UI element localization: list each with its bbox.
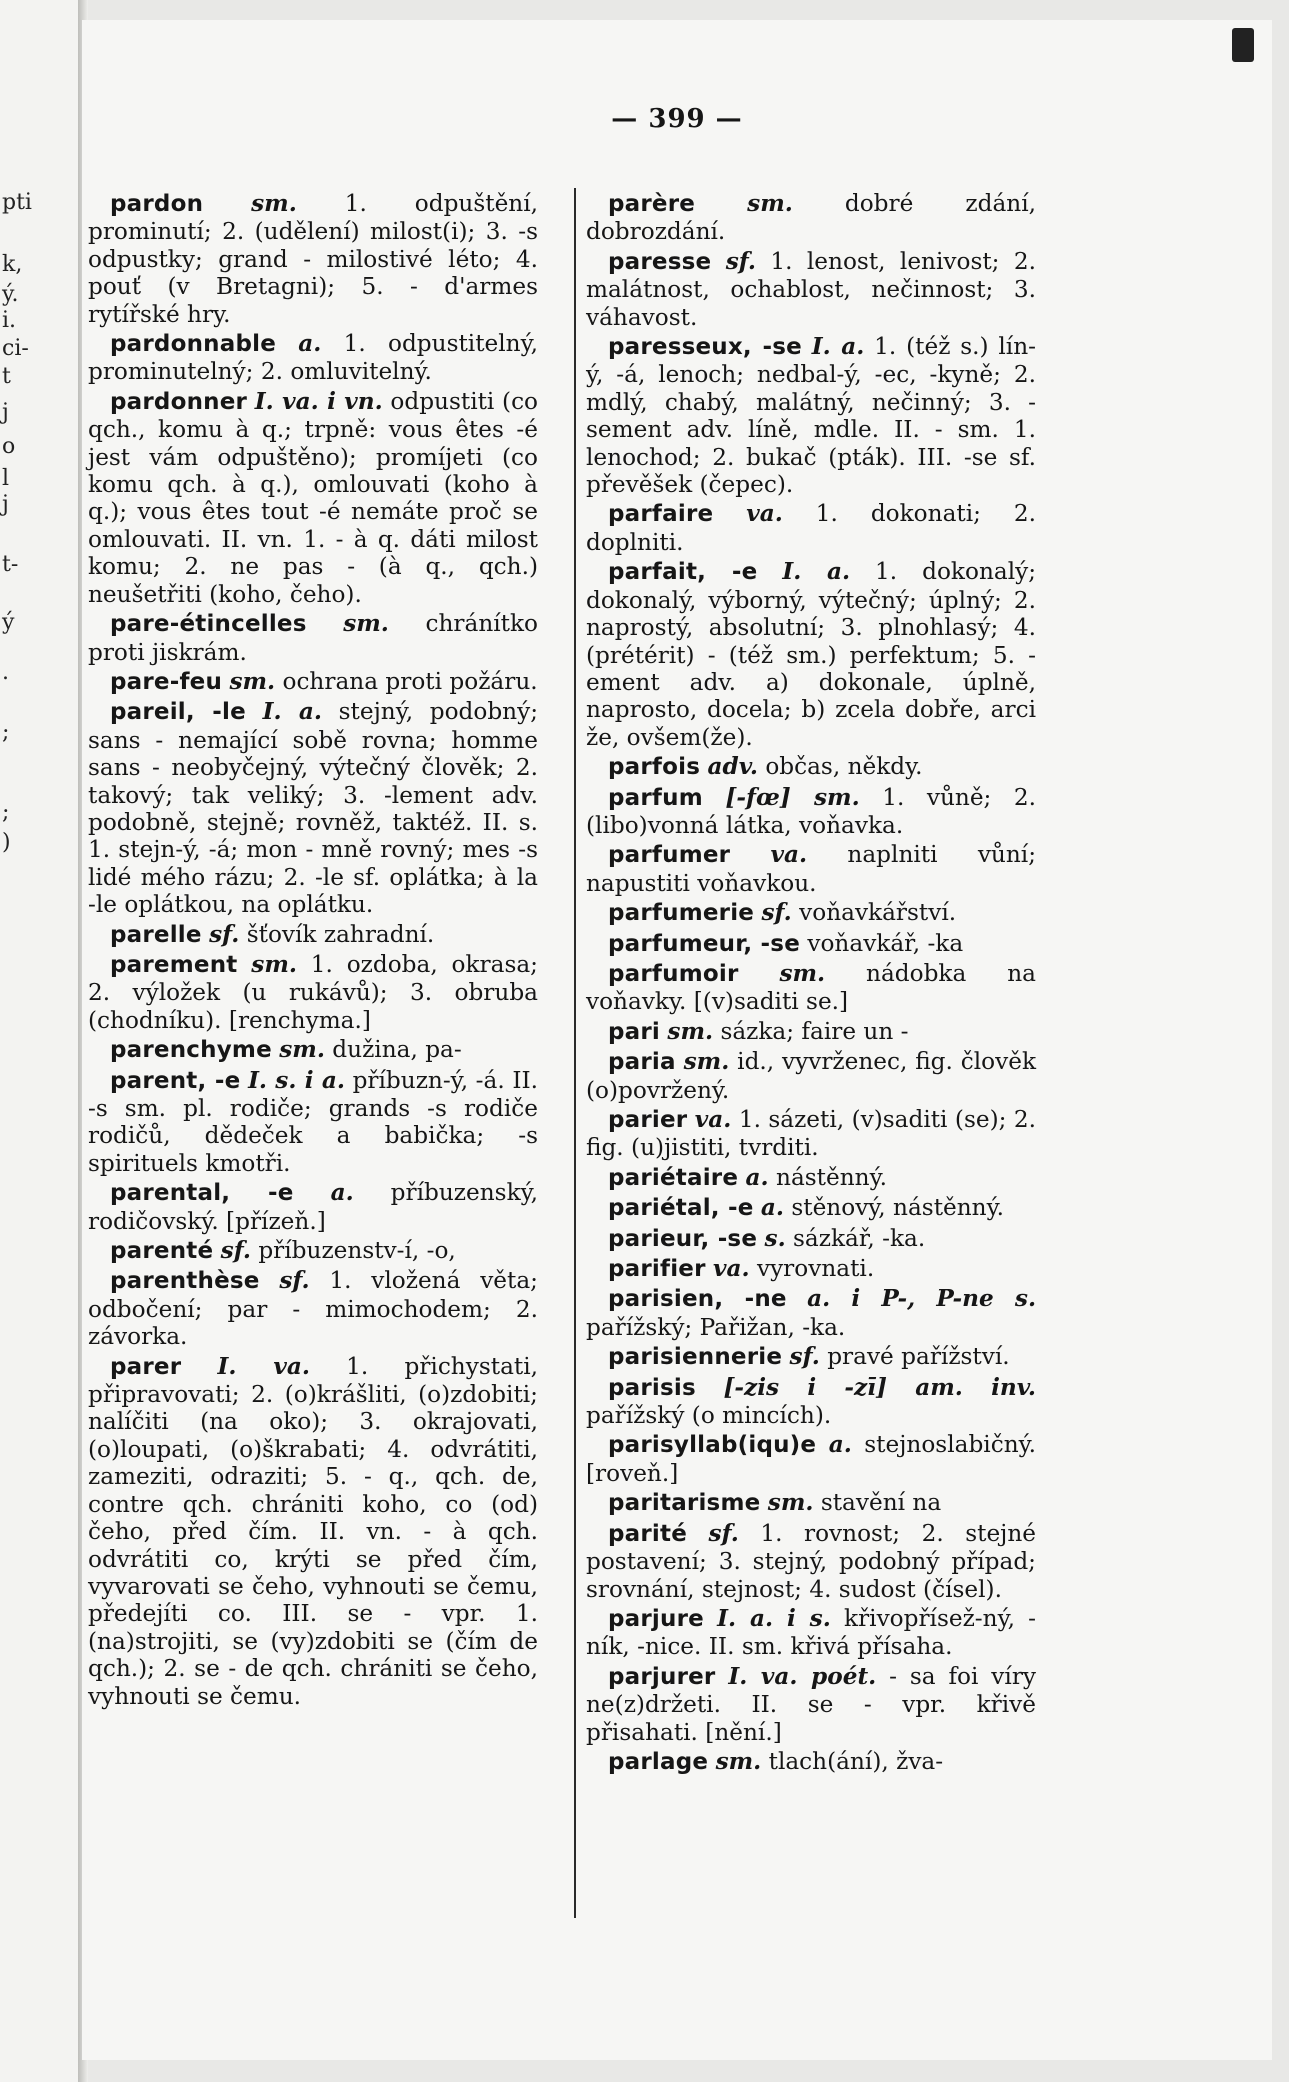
page-number: — 399 —: [611, 104, 743, 134]
entry-grammar: I. a.: [811, 333, 865, 361]
entry-headword: parfumerie: [608, 900, 755, 927]
entry-headword: pare-feu: [110, 668, 223, 695]
margin-fragment: k,: [2, 252, 23, 277]
entry-headword: parfaire: [608, 501, 714, 528]
margin-fragment: o: [2, 434, 16, 459]
entry-definition: 1. přichystati, připravovati; 2. (o)krášliti, (o)zdobiti; nalíčiti (na oko); 3. okrajovati, (o)loupati, (o)škrabati; 4. odvrátiti, zameziti, odraziti; 5. - q., qch. de, contre qch. chrániti koho, co (od) čeho, před čím. II. vn. - à qch. odvrátiti co, krýti se před čím, vyvarovati se čeho, vyhnouti se čemu, předejíti co. III. se - vpr. 1. (na)strojiti, se (vy)zdobiti se (čím de qch.); 2. se - de qch. chrániti se čeho, vyhnouti se čemu.: [88, 1352, 538, 1710]
entry-definition: dobré zdání, dobrozdání.: [586, 190, 1036, 246]
entry-definition: 1. dokonati; 2. doplniti.: [586, 500, 1037, 556]
entry-grammar: a.: [330, 1179, 354, 1207]
entry-headword: parenté: [110, 1238, 214, 1265]
entry-definition: křivopřísež-ný, -ník, -nice. II. sm. křivá přísaha.: [586, 1604, 1037, 1661]
margin-fragment: j: [2, 492, 9, 517]
margin-fragment: i.: [2, 308, 17, 333]
entry-definition: příbuzn-ý, -á. II. -s sm. pl. rodiče; grands -s rodiče rodičů, dědeček a babička; -s spirituels kmotři.: [88, 1066, 539, 1177]
dictionary-entry: [586, 558, 1036, 751]
entry-headword: parfait, -e: [608, 559, 758, 586]
entry-definition: 1. sázeti, (v)saditi (se); 2. fig. (u)jistiti, tvrditi.: [586, 1106, 1036, 1162]
entry-headword: paresse: [608, 248, 712, 275]
entry-headword: parent, -e: [110, 1067, 241, 1094]
dictionary-entry: [586, 1431, 1036, 1487]
entry-headword: parfumeur, -se: [608, 930, 800, 957]
entry-definition: - sa foi víry ne(z)držeti. II. se - vpr. křivě přisahati. [nění.]: [586, 1662, 1037, 1746]
margin-fragment: j: [2, 400, 9, 425]
entry-definition: 1. odpustitelný, prominutelný; 2. omluvitelný.: [88, 330, 538, 386]
entry-headword: parement: [110, 951, 238, 978]
dictionary-entry: [586, 1489, 1036, 1517]
entry-headword: parlage: [608, 1748, 709, 1775]
entry-headword: parisyllab(iqu)e: [608, 1432, 817, 1459]
entry-definition: stavění na: [820, 1489, 942, 1517]
entry-grammar: sf.: [708, 1519, 739, 1547]
entry-grammar: sm.: [667, 1017, 714, 1045]
margin-fragment: ci-: [2, 336, 29, 361]
entry-definition: sázka; faire un -: [720, 1017, 909, 1045]
dictionary-entry: [586, 1748, 1036, 1776]
dictionary-entry: [586, 960, 1036, 1016]
entry-headword: pariétaire: [608, 1164, 739, 1191]
margin-fragment: ý: [2, 610, 15, 635]
entry-headword: paresseux, -se: [608, 334, 802, 361]
entry-grammar: a.: [760, 1194, 784, 1222]
entry-grammar: va.: [713, 1255, 750, 1283]
entry-headword: parfum: [608, 784, 703, 811]
entry-grammar: I. s. i a.: [248, 1066, 345, 1094]
entry-grammar: sf.: [279, 1267, 310, 1295]
dictionary-entry: [586, 753, 1036, 781]
margin-fragment: t: [2, 364, 11, 389]
entry-definition: tlach(ání), žva-: [768, 1747, 944, 1775]
margin-fragment: .: [2, 660, 9, 685]
entry-headword: parité: [608, 1520, 688, 1547]
entry-headword: parieur, -se: [608, 1225, 758, 1252]
entry-grammar: [-fœ] sm.: [725, 783, 860, 811]
entry-grammar: sf.: [725, 247, 756, 275]
entry-definition: 1. odpuštění, prominutí; 2. (udělení) milost(i); 3. -s odpustky; grand - milostivé léto; 4. pouť (v Bretagni); 5. - d'armes rytířské hry.: [88, 190, 539, 328]
entry-definition: ochrana proti požáru.: [282, 667, 538, 695]
entry-grammar: a.: [828, 1431, 852, 1459]
entry-grammar: I. va. i vn.: [254, 387, 383, 415]
entry-definition: 1. dokonalý; dokonalý, výborný, výtečný; úplný; 2. naprostý, absolutní; 3. plnohlasý; 4. (prétérit) - (též sm.) perfektum; 5. -ement adv. a) dokonale, úplně, naprosto, docela; b) zcela dobře, arci že, ovšem(že).: [586, 558, 1037, 751]
entry-grammar: sm.: [251, 190, 297, 217]
entry-grammar: sm.: [251, 950, 297, 978]
dictionary-entry: [88, 388, 538, 608]
dictionary-entry: [586, 930, 1036, 958]
dictionary-entry: [88, 698, 538, 918]
entry-definition: šťovík zahradní.: [246, 920, 435, 948]
entry-headword: paritarisme: [608, 1490, 761, 1517]
entry-grammar: I. a.: [262, 698, 322, 726]
entry-headword: parère: [608, 191, 696, 217]
dictionary-entry: [88, 610, 538, 666]
dictionary-entry: [586, 784, 1036, 840]
margin-fragment: pti: [2, 190, 32, 215]
entry-grammar: a. i P-, P-ne s.: [807, 1285, 1037, 1313]
margin-fragment: l: [2, 466, 10, 491]
entry-headword: pariétal, -e: [608, 1195, 754, 1222]
entry-definition: 1. lenost, lenivost; 2. malátnost, ochablost, nečinnost; 3. váhavost.: [586, 247, 1036, 331]
entry-headword: parelle: [110, 921, 202, 948]
entry-grammar: va.: [770, 841, 808, 869]
entry-headword: parfumoir: [608, 960, 739, 987]
entry-headword: parental, -e: [110, 1180, 294, 1207]
column-divider: [574, 188, 576, 1918]
entry-grammar: adv.: [707, 753, 758, 781]
dictionary-entry: [586, 1106, 1036, 1162]
entry-headword: parjure: [608, 1605, 704, 1632]
dictionary-entry: [586, 1374, 1036, 1430]
margin-fragment: ;: [2, 720, 10, 745]
entry-definition: příbuzenstv-í, -o,: [258, 1237, 456, 1265]
entry-grammar: [-zis i -zī] am. inv.: [723, 1373, 1036, 1401]
dictionary-entry: [586, 1164, 1036, 1192]
entry-headword: pare-étincelles: [110, 611, 307, 638]
dictionary-entry: [88, 1179, 538, 1235]
entry-definition: pařížský (o mincích).: [586, 1402, 832, 1430]
entry-grammar: sf.: [761, 899, 792, 927]
dictionary-entry: [88, 1036, 538, 1064]
entry-definition: stejný, podobný; sans - nemající sobě rovna; homme sans - neobyčejný, výtečný člověk; 2. takový; tak veliký; 3. -lement adv. podobně, stejně; rovněž, taktéž. II. s. 1. stejn-ý, -á; mon - mně rovný; mes -s lidé mého rázu; 2. -le sf. oplátka; à la -le oplátkou, na oplátku.: [88, 698, 539, 919]
entry-grammar: a.: [298, 330, 322, 358]
dictionary-entry: [88, 1237, 538, 1265]
entry-definition: nádobka na voňavky. [(v)saditi se.]: [586, 959, 1036, 1016]
entry-headword: parer: [110, 1353, 182, 1380]
margin-fragment: ý.: [2, 282, 19, 307]
entry-definition: 1. (též s.) lín-ý, -á, lenoch; nedbal-ý, -ec, -kyně; 2. mdlý, chabý, malátný, nečinný; 3. -sement adv. líně, mdle. II. - sm. 1. lenochod; 2. bukač (pták). III. -se sf. převěšek (čepec).: [586, 333, 1036, 499]
entry-definition: voňavkářství.: [799, 899, 957, 927]
previous-page-strip: [0, 0, 80, 2082]
dictionary-entry: [586, 190, 1036, 246]
entry-grammar: sm.: [779, 959, 826, 987]
entry-grammar: sm.: [747, 190, 793, 217]
dictionary-page: [82, 20, 1272, 2060]
entry-grammar: I. va. poét.: [728, 1662, 877, 1690]
entry-definition: nástěnný.: [776, 1163, 887, 1191]
entry-definition: pařížský; Pařižan, -ka.: [586, 1313, 846, 1341]
entry-definition: příbuzenský, rodičovský. [přízeň.]: [88, 1179, 539, 1235]
entry-headword: parfois: [608, 754, 701, 781]
dictionary-entry: [586, 1225, 1036, 1253]
dictionary-entry: [88, 921, 538, 949]
dictionary-entry: [586, 899, 1036, 927]
entry-definition: občas, někdy.: [765, 753, 923, 781]
dictionary-entry: [586, 1663, 1036, 1746]
entry-headword: parenthèse: [110, 1268, 260, 1295]
entry-headword: pardonnable: [110, 331, 277, 358]
entry-grammar: sm.: [715, 1747, 762, 1775]
dictionary-entry: [586, 248, 1036, 331]
margin-fragment: ): [2, 830, 11, 855]
dictionary-entry: [586, 1194, 1036, 1222]
dictionary-entry: [586, 841, 1036, 897]
entry-definition: vyrovnati.: [756, 1255, 875, 1283]
entry-headword: parisis: [608, 1374, 696, 1401]
margin-fragment: ;: [2, 800, 10, 825]
entry-grammar: sm.: [683, 1048, 730, 1076]
entry-definition: sázkář, -ka.: [793, 1224, 926, 1252]
entry-definition: voňavkář, -ka: [807, 929, 964, 957]
entry-headword: paria: [608, 1049, 676, 1076]
margin-fragment: t-: [2, 552, 19, 577]
dictionary-entry: [586, 500, 1036, 556]
entry-headword: parenchyme: [110, 1037, 272, 1064]
dictionary-entry: [586, 1605, 1036, 1661]
dictionary-entry: [88, 1267, 538, 1350]
entry-headword: parjurer: [608, 1663, 716, 1690]
dictionary-entry: [586, 1285, 1036, 1341]
entry-headword: parifier: [608, 1256, 706, 1283]
dictionary-entry: [88, 330, 538, 386]
dictionary-entry: [88, 951, 538, 1034]
dictionary-entry: [88, 190, 538, 328]
entry-grammar: va.: [746, 500, 783, 528]
entry-grammar: sf.: [209, 920, 240, 948]
entry-definition: 1. rovnost; 2. stejné postavení; 3. stejný, podobný případ; srovnání, stejnost; 4. sudost (čísel).: [586, 1519, 1037, 1603]
entry-grammar: a.: [745, 1163, 769, 1191]
corner-mark: [1232, 28, 1254, 62]
entry-headword: parier: [608, 1107, 688, 1133]
entry-headword: pareil, -le: [110, 699, 246, 726]
dictionary-entry: [586, 1520, 1036, 1603]
entry-headword: parisiennerie: [608, 1344, 783, 1371]
entry-definition: odpustiti (co qch., komu à q.; trpně: vous êtes -é jest vám odpuštěno); promíjeti (co komu qch. à q.), omlouvati (koho à q.); vous êtes tout -é nemáte proč se omlouvati. II. vn. 1. - à q. dáti milost komu; 2. ne pas - (à q., qch.) neušetřiti (koho, čeho).: [88, 387, 539, 608]
entry-headword: parisien, -ne: [608, 1286, 787, 1313]
entry-headword: parfumer: [608, 842, 731, 869]
entry-headword: pardonner: [110, 388, 248, 415]
entry-grammar: s.: [764, 1224, 786, 1252]
entry-definition: 1. vůně; 2. (libo)vonná látka, voňavka.: [586, 783, 1036, 839]
entry-definition: stěnový, nástěnný.: [791, 1194, 1005, 1222]
dictionary-entry: [586, 1343, 1036, 1371]
entry-grammar: I. a.: [782, 558, 851, 586]
entry-headword: pari: [608, 1018, 661, 1045]
entry-definition: pravé pařížství.: [827, 1343, 1010, 1371]
left-column: [88, 190, 538, 1712]
dictionary-entry: [88, 1353, 538, 1710]
entry-grammar: sm.: [279, 1036, 325, 1064]
entry-grammar: sm.: [343, 610, 389, 638]
entry-grammar: I. a. i s.: [717, 1604, 831, 1632]
dictionary-entry: [586, 1018, 1036, 1046]
right-column: [586, 190, 1036, 1778]
dictionary-entry: [586, 1048, 1036, 1104]
entry-definition: id., vyvrženec, fig. člověk (o)povržený.: [586, 1048, 1036, 1104]
entry-definition: naplniti vůní; napustiti voňavkou.: [586, 841, 1037, 897]
dictionary-entry: [88, 1067, 538, 1178]
entry-grammar: I. va.: [217, 1352, 310, 1380]
entry-definition: 1. vložená věta; odbočení; par - mimochodem; 2. závorka.: [88, 1267, 538, 1351]
dictionary-entry: [88, 668, 538, 696]
dictionary-entry: [586, 333, 1036, 498]
dictionary-entry: [586, 1255, 1036, 1283]
entry-grammar: sm.: [767, 1489, 814, 1517]
entry-headword: pardon: [110, 191, 204, 217]
entry-definition: dužina, pa-: [332, 1036, 462, 1064]
entry-definition: stejnoslabičný. [roveň.]: [586, 1431, 1037, 1487]
entry-grammar: sf.: [220, 1237, 251, 1265]
entry-grammar: sf.: [789, 1343, 820, 1371]
entry-definition: 1. ozdoba, okrasa; 2. výložek (u rukávů); 3. obruba (chodníku). [renchyma.]: [88, 950, 538, 1034]
entry-grammar: sm.: [229, 667, 276, 695]
entry-grammar: va.: [694, 1106, 732, 1133]
entry-definition: chránítko proti jiskrám.: [88, 610, 538, 666]
